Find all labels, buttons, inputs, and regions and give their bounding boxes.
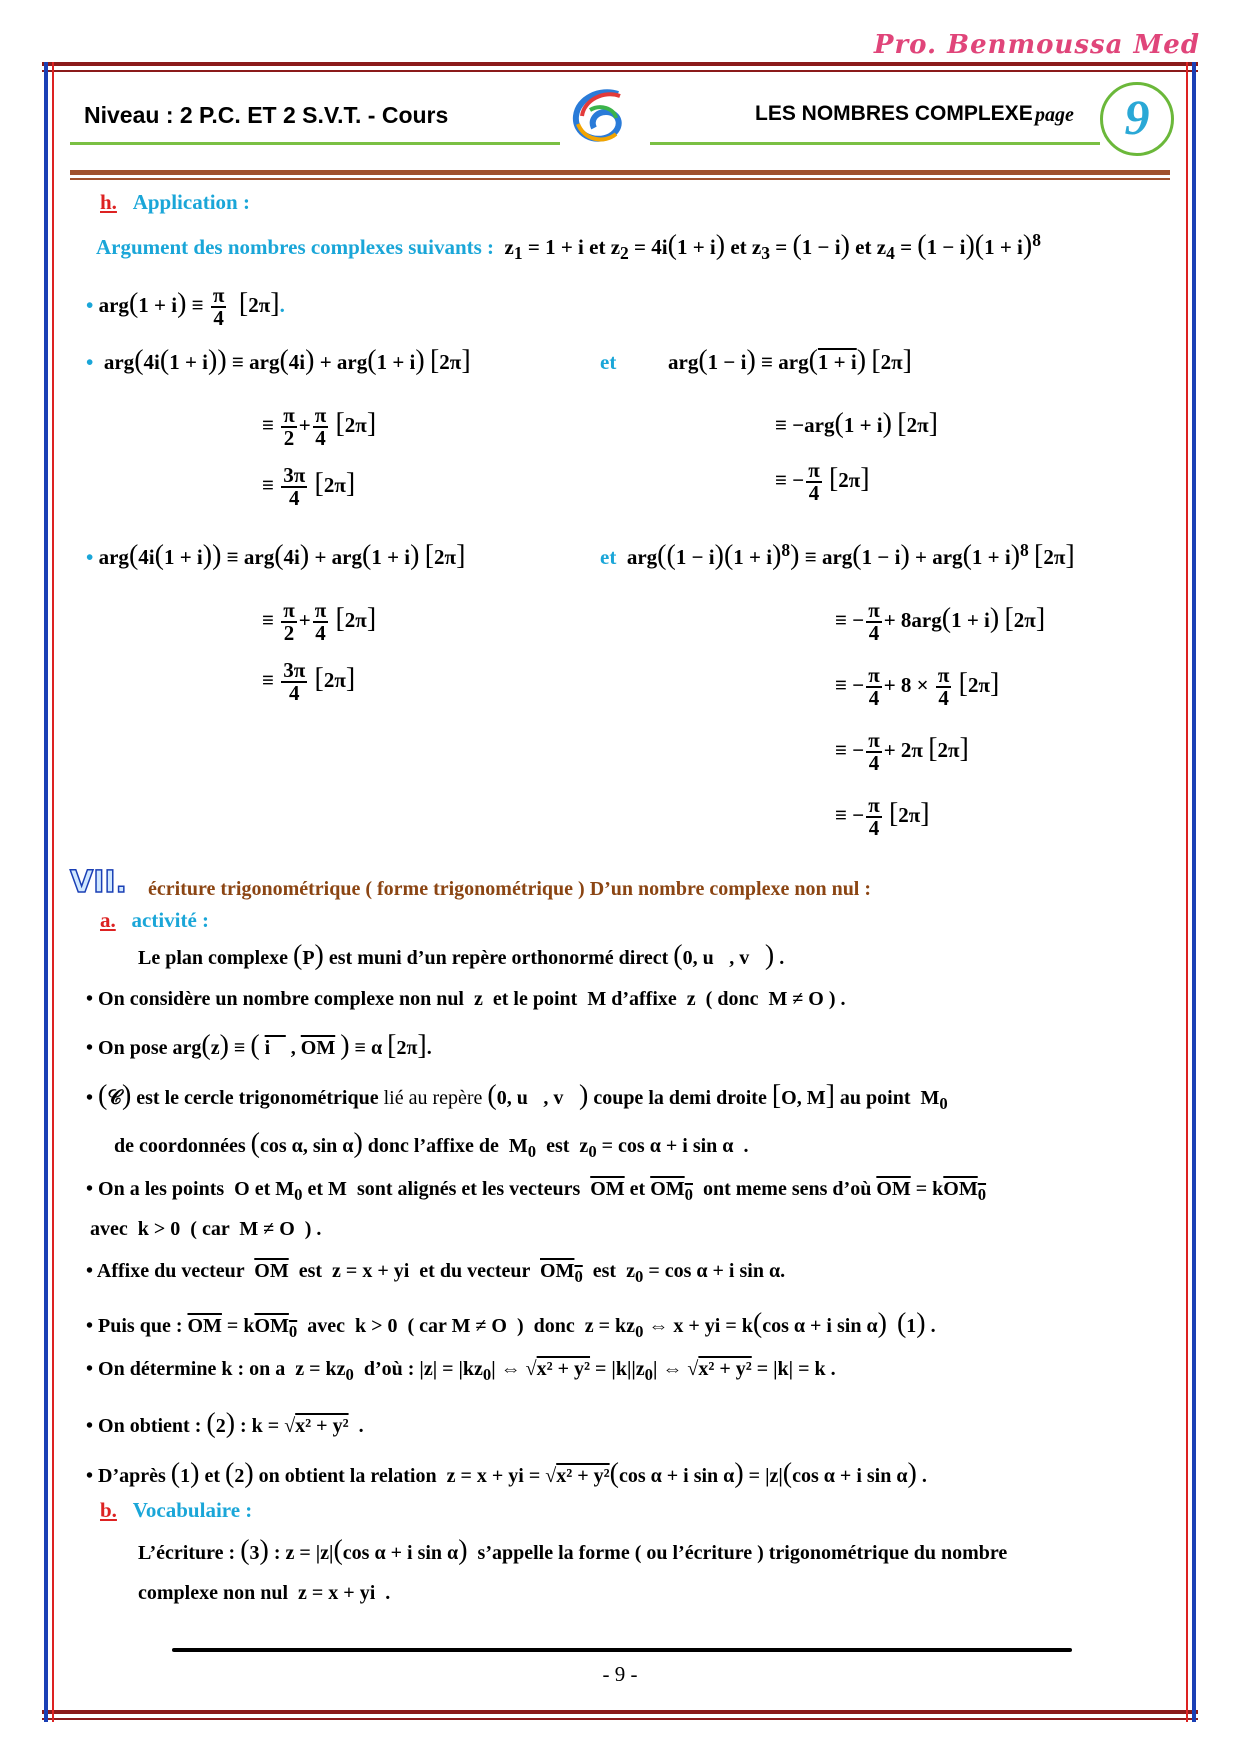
vocab-line-2: complexe non nul z = x + yi . bbox=[138, 1582, 391, 1604]
frame-right-border-inner bbox=[1186, 62, 1188, 1722]
footer-divider bbox=[172, 1648, 1072, 1652]
header-underline-left bbox=[70, 142, 560, 145]
sub-a-title: activité : bbox=[131, 908, 210, 932]
activity-line-6: • On a les points O et $M_0$ et M sont alignés et les vecteurs $\overline{OM}$ et $OM_0$ ont meme sens d’où $\overline{OM} = kOM_0$ bbox=[86, 1178, 987, 1204]
math-arg-4-line1: • arg(4i(1 + i)) ≡ arg(4i) + arg(1 + i) [2π] bbox=[86, 540, 466, 571]
header-divider-thin bbox=[70, 178, 1170, 180]
frame-right-border bbox=[1192, 62, 1196, 1722]
math-arg-2-line3: ≡ $\frac{3\pi}{4}$ [2π] bbox=[262, 463, 356, 510]
frame-bottom-border bbox=[42, 1710, 1198, 1714]
math-arg-5-line5: ≡ − $\frac{\pi}{4}$ [2π] bbox=[835, 793, 930, 840]
section-vii-title: écriture trigonométrique ( forme trigonométrique ) D’un nombre complexe non nul : bbox=[148, 878, 872, 900]
activity-line-9: • Puis que : $\overline{OM} = kOM_0$ avec k > 0 ( car M ≠ O ) donc $z = kz_0$ ⇔ x + yi = k(cos α + i sin α) (1) . bbox=[86, 1308, 936, 1341]
section-h-letter: h. bbox=[100, 190, 117, 214]
frame-top-border bbox=[42, 62, 1198, 66]
frame-top-border-inner bbox=[42, 70, 1198, 72]
header-divider bbox=[70, 170, 1170, 175]
sub-b-letter: b. bbox=[100, 1498, 117, 1522]
math-arg-5-line1: et $arg((1 - i)(1 + i)^8) \equiv arg(1 - i) + arg(1 + i)^8$ [2π] bbox=[600, 540, 1075, 571]
header-underline-right bbox=[650, 142, 1100, 145]
frame-left-border bbox=[44, 62, 48, 1722]
exercise-intro: Argument des nombres complexes suivants : bbox=[96, 235, 495, 259]
activity-line-11: • On obtient : (2) : k = √x² + y² . bbox=[86, 1408, 364, 1439]
math-arg-3-line3: ≡ − $\frac{\pi}{4}$ [2π] bbox=[775, 458, 870, 505]
sub-a-heading bbox=[100, 908, 209, 933]
activity-line-10: • On détermine k : on a $z = kz_0$ d’où : $|z| = |kz_0|$ ⇔ $√x^2 + y^2 = |k||z_0|$ ⇔ √x² + y² = |k| = k . bbox=[86, 1358, 836, 1384]
frame-left-border-inner bbox=[52, 62, 54, 1722]
activity-line-3: • On pose arg(z) ≡ ( i⃗ , $\overline{OM}$ ) ≡ α [2π]. bbox=[86, 1030, 432, 1061]
exercise-statement: Argument des nombres complexes suivants : $z_1 = 1 + i$ et $z_2 = 4i(1 + i)$ et $z_3 = (1 - i)$ et $z_4 = (1 - i)(1 + i)^8$ bbox=[96, 230, 1041, 264]
activity-line-5: de coordonnées (cos α, sin α) donc l’affixe de $M_0$ est $z_0 = \cos \alpha + i$ sin α . bbox=[114, 1128, 749, 1161]
math-arg-5-line4: ≡ − $\frac{\pi}{4}$ + 2π [2π] bbox=[835, 728, 969, 775]
author-signature: Pro. Benmoussa Med bbox=[873, 30, 1200, 60]
section-h-heading bbox=[100, 190, 250, 215]
sub-b-title: Vocabulaire : bbox=[132, 1498, 253, 1522]
math-arg-5-line3: ≡ − $\frac{\pi}{4}$ + 8 × $\frac{\pi}{4}$ [2π] bbox=[835, 663, 1000, 710]
activity-line-12: • D’après (1) et (2) on obtient la relation z = x + yi = √x² + y²(cos α + i sin α) = |z|(cos α + i sin α) . bbox=[86, 1458, 927, 1489]
section-h-title: Application : bbox=[132, 190, 250, 214]
activity-line-7: avec k > 0 ( car M ≠ O ) . bbox=[90, 1218, 322, 1240]
frame-bottom-border-inner bbox=[42, 1718, 1198, 1720]
section-vii-number: VII. bbox=[70, 865, 127, 900]
math-arg-4-line2: ≡ $\frac{\pi}{2}$ + $\frac{\pi}{4}$ [2π] bbox=[262, 598, 377, 645]
activity-line-4: • (𝒞) est le cercle trigonométrique lié au repère (0, u⃗, v⃗) coupe la demi droite [O, M] au point $M_0$ bbox=[86, 1080, 948, 1113]
sub-b-heading bbox=[100, 1498, 252, 1523]
sub-a-letter: a. bbox=[100, 908, 116, 932]
six-logo-icon bbox=[560, 84, 644, 153]
math-arg-3-line2: ≡ −arg(1 + i) [2π] bbox=[775, 408, 938, 439]
footer-page-number: - 9 - bbox=[602, 1662, 638, 1686]
chapter-title: LES NOMBRES COMPLEXE bbox=[755, 102, 1033, 125]
activity-line-1: Le plan complexe (P) est muni d’un repère orthonormé direct (0, u⃗, v⃗) . bbox=[138, 940, 785, 971]
activity-line-2: • On considère un nombre complexe non nul z et le point M d’affixe z ( donc M ≠ O ) . bbox=[86, 988, 846, 1010]
math-arg-2-line1: • arg(4i(1 + i)) ≡ arg(4i) + arg(1 + i) [2π] bbox=[86, 345, 471, 376]
activity-line-8: • Affixe du vecteur $\overline{OM}$ est z = x + yi et du vecteur $OM_0$ est $z_0 = \cos \alpha + i$ sin α. bbox=[86, 1260, 786, 1286]
page-label: page bbox=[1035, 104, 1074, 126]
conjunction-et-1: et bbox=[600, 350, 617, 374]
page-number-badge: 9 bbox=[1100, 82, 1174, 156]
math-arg-5-line2: ≡ − $\frac{\pi}{4}$ + 8arg(1 + i) [2π] bbox=[835, 598, 1046, 645]
math-arg-1: • arg(1 + i) ≡ $\frac{\pi}{4}$ [2π]. bbox=[86, 283, 285, 330]
level-label: Niveau : 2 P.C. ET 2 S.V.T. - Cours bbox=[84, 102, 449, 128]
vocab-line-1: L’écriture : (3) : z = |z|(cos α + i sin α) s’appelle la forme ( ou l’écriture ) trigonométrique du nombre bbox=[138, 1535, 1008, 1566]
math-arg-3-line1: arg(1 − i) ≡ arg(1 + i) [2π] bbox=[668, 345, 912, 376]
math-arg-2-line2: ≡ $\frac{\pi}{2}$ + $\frac{\pi}{4}$ [2π] bbox=[262, 403, 377, 450]
math-arg-4-line3: ≡ $\frac{3\pi}{4}$ [2π] bbox=[262, 658, 356, 705]
